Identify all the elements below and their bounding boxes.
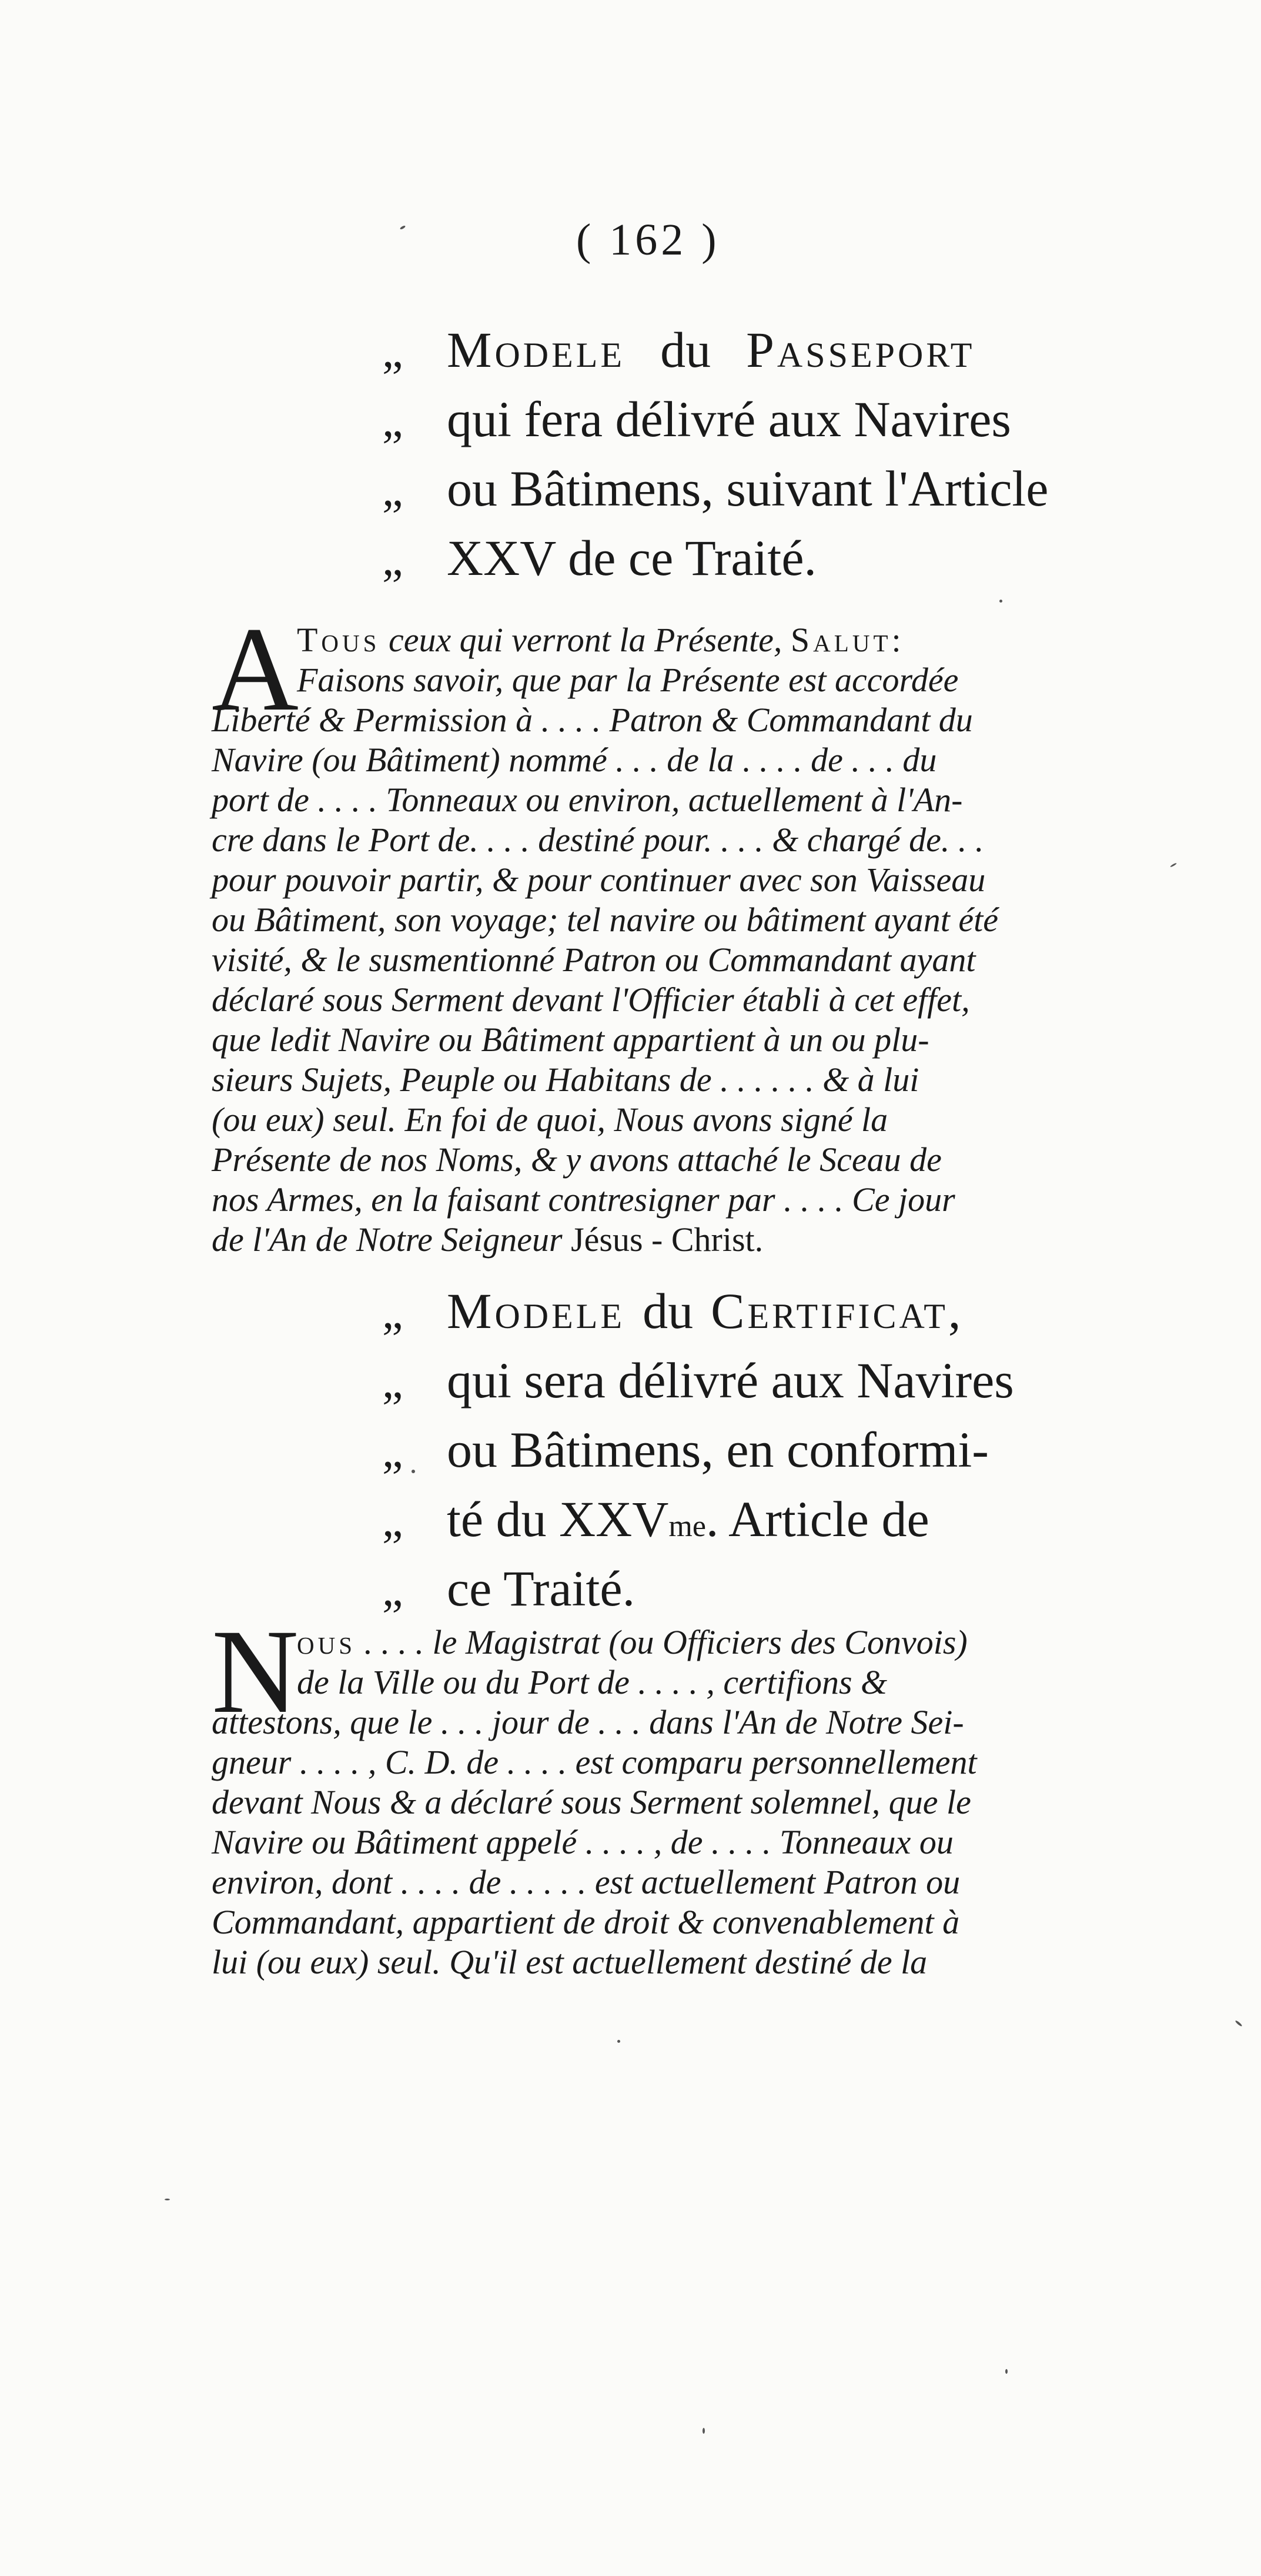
roman-run: Jésus - Christ. [571, 1220, 764, 1259]
quote-mark: „ [382, 534, 403, 586]
passeport-paragraph [212, 603, 1129, 1260]
superscript: me [668, 1510, 706, 1543]
text-line: ou Bâtiment, son voyage; tel navire ou bâtiment ayant été [212, 901, 998, 939]
quote-mark: „ [382, 464, 403, 516]
small-caps-word: Salut: [790, 621, 905, 659]
certificat-paragraph [212, 1605, 1129, 1982]
paper-speck [165, 2199, 170, 2200]
heading-line [382, 320, 1146, 390]
text-line: Navire ou Bâtiment appelé . . . . , de . . . . Tonneaux ou [212, 1823, 954, 1861]
heading-text: té du XXV [447, 1491, 669, 1547]
drop-cap: A [212, 603, 299, 736]
heading-line [382, 459, 1146, 528]
text-line: pour pouvoir partir, & pour continuer avec son Vaisseau [212, 861, 986, 899]
paper-speck [999, 600, 1002, 603]
heading-word: du [660, 322, 711, 378]
heading-text: qui sera délivré aux Navires [447, 1352, 1014, 1409]
text-line [212, 620, 1129, 660]
text-line: Commandant, appartient de droit & convenablement à [212, 1903, 960, 1941]
heading-line [382, 1351, 1146, 1420]
text-line: environ, dont . . . . de . . . . . est actuellement Patron ou [212, 1863, 961, 1901]
small-caps-word: ous [297, 1623, 356, 1661]
quote-mark: „ [382, 1287, 403, 1339]
italic-run: ceux qui verront la Présente, [388, 621, 782, 659]
text-line: gneur . . . . , C. D. de . . . . est comparu personnellement [212, 1743, 977, 1781]
italic-run: . . . . le Magistrat (ou Officiers des Convois) [364, 1623, 968, 1661]
text-line [212, 1622, 1129, 1662]
paper-speck [1235, 2020, 1242, 2027]
drop-cap: N [212, 1605, 299, 1738]
heading-line [382, 528, 1146, 598]
heading-line [382, 1490, 1146, 1559]
heading-caps: Passeport [746, 322, 975, 378]
text-line: cre dans le Port de. . . . destiné pour. . . . & chargé de. . . [212, 821, 984, 859]
heading-text: XXV de ce Traité. [447, 530, 817, 586]
text-line: (ou eux) seul. En foi de quoi, Nous avons signé la [212, 1100, 888, 1139]
heading-line [382, 1420, 1146, 1490]
heading-line [382, 1559, 1146, 1628]
italic-run: de l'An de Notre Seigneur [212, 1220, 563, 1259]
paper-speck [1170, 862, 1177, 868]
heading-punct: , [948, 1283, 961, 1339]
text-line: nos Armes, en la faisant contresigner par . . . . Ce jour [212, 1180, 955, 1219]
paper-speck [1005, 2369, 1008, 2374]
page-number: ( 162 ) [576, 215, 720, 265]
paper-speck [703, 2428, 705, 2434]
paper-speck [412, 1470, 415, 1473]
heading-caps: Modele [447, 322, 626, 378]
heading-text: . Article de [705, 1491, 929, 1547]
quote-mark: „ [382, 1495, 403, 1547]
heading-word: du [643, 1283, 694, 1339]
quote-mark: „ [382, 1564, 403, 1616]
heading-text: ou Bâtimens, suivant l'Article [447, 460, 1049, 517]
heading-text: ce Traité. [447, 1560, 635, 1617]
text-line: Navire (ou Bâtiment) nommé . . . de la . . . . de . . . du [212, 741, 937, 779]
text-line: port de . . . . Tonneaux ou environ, actuellement à l'An- [212, 781, 963, 819]
paper-speck [400, 225, 406, 230]
heading-caps: Certificat [711, 1283, 948, 1339]
quote-mark: „ [382, 1426, 403, 1477]
text-line: attestons, que le . . . jour de . . . dans l'An de Notre Sei- [212, 1703, 964, 1741]
heading-text: qui fera délivré aux Navires [447, 391, 1011, 447]
text-line: Faisons savoir, que par la Présente est accordée [297, 661, 959, 699]
text-line: lui (ou eux) seul. Qu'il est actuellement destiné de la [212, 1943, 928, 1981]
heading-line [382, 390, 1146, 459]
heading-caps: Modele [447, 1283, 626, 1339]
text-line: visité, & le susmentionné Patron ou Commandant ayant [212, 941, 976, 979]
quote-mark: „ [382, 395, 403, 447]
text-line: Présente de nos Noms, & y avons attaché le Sceau de [212, 1140, 942, 1179]
small-caps-word: Tous [297, 621, 380, 659]
heading-certificat [382, 1282, 1146, 1628]
text-line: que ledit Navire ou Bâtiment appartient à un ou plu- [212, 1021, 929, 1059]
heading-text: ou Bâtimens, en conformi- [447, 1421, 989, 1478]
quote-mark: „ [382, 326, 403, 377]
paper-speck [617, 2040, 620, 2043]
text-line: de la Ville ou du Port de . . . . , certifions & [297, 1663, 888, 1701]
heading-line [382, 1282, 1146, 1351]
text-line: Liberté & Permission à . . . . Patron & Commandant du [212, 701, 973, 739]
text-line: devant Nous & a déclaré sous Serment solemnel, que le [212, 1783, 971, 1821]
text-line: déclaré sous Serment devant l'Officier établi à cet effet, [212, 981, 970, 1019]
text-line: sieurs Sujets, Peuple ou Habitans de . . . . . . & à lui [212, 1060, 919, 1099]
text-line [212, 1220, 1129, 1260]
quote-mark: „ [382, 1356, 403, 1408]
heading-passeport [382, 320, 1146, 598]
